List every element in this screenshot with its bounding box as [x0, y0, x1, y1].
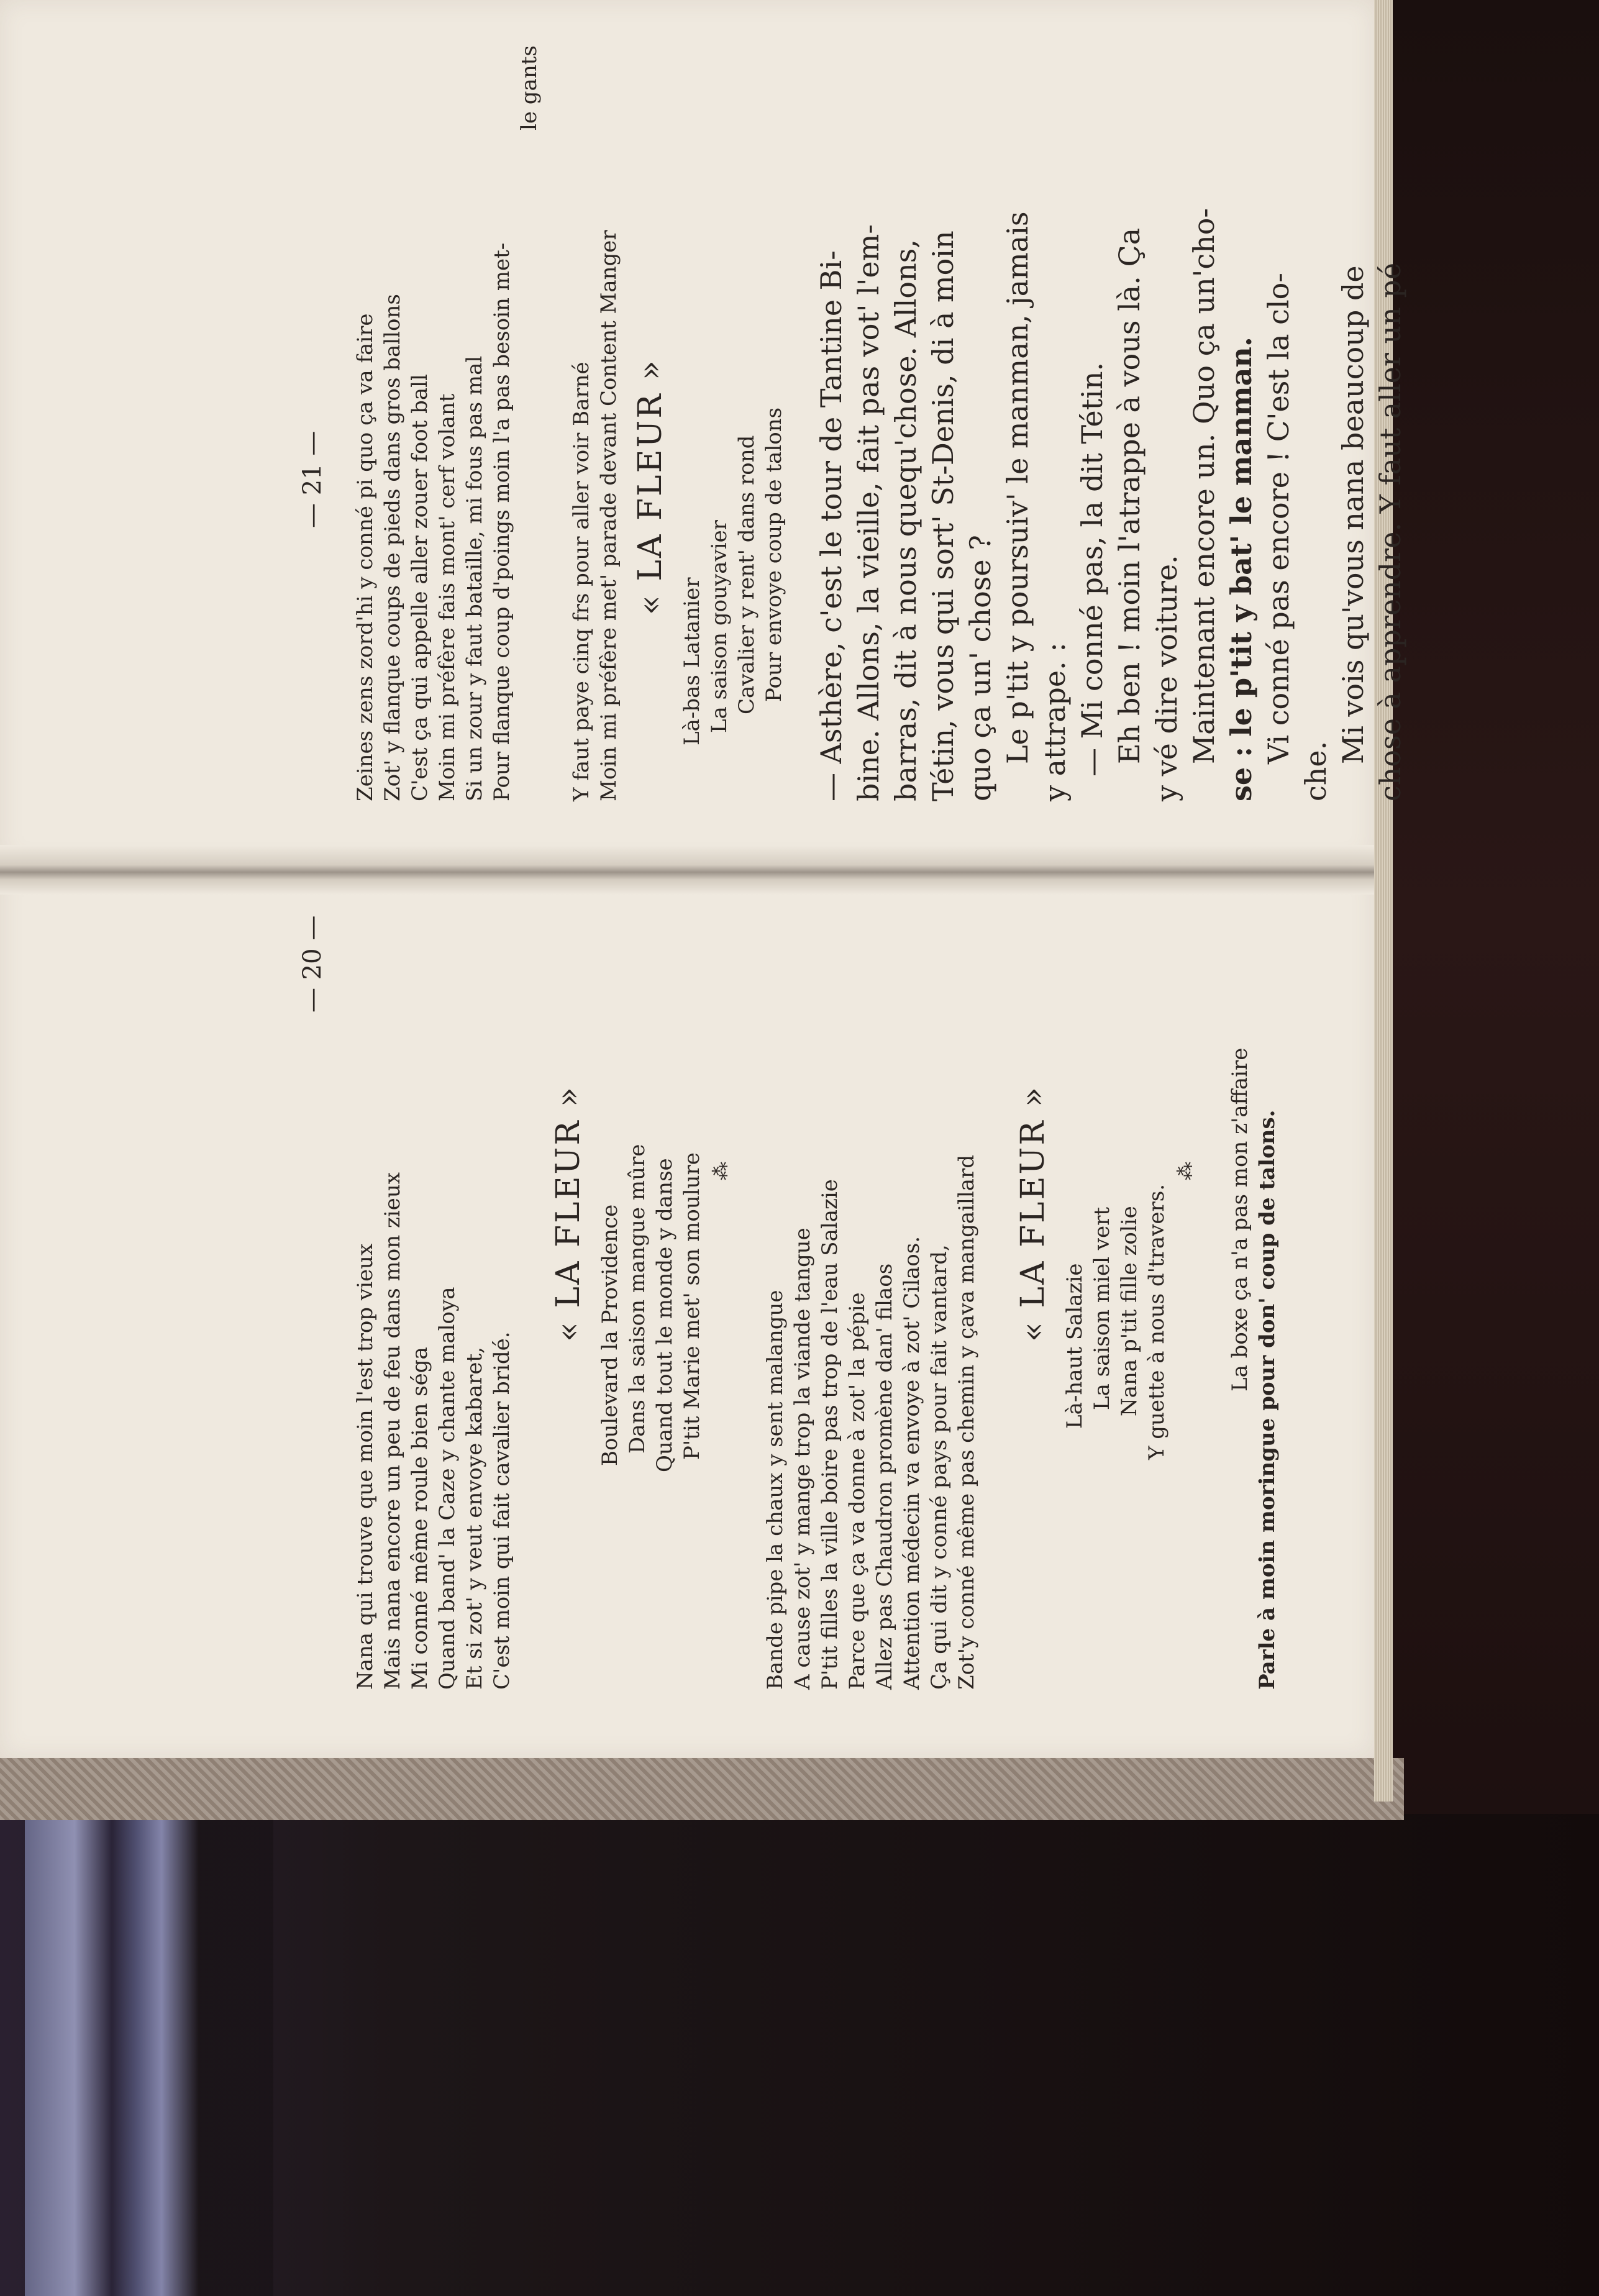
prose-line: Le p'tit y poursuiv' le manman, jamais	[1001, 211, 1034, 764]
page-21-text	[298, 0, 1409, 801]
prose-line: — Mi conné pas, la dit Tétin.	[1075, 362, 1109, 777]
prose-line: barras, dit à nous quequ'chose. Allons,	[889, 239, 922, 801]
prose-line: Tétin, vous qui sort' St-Denis, di à moin	[926, 230, 960, 801]
section-heading: « LA FLEUR »	[632, 358, 669, 615]
verse-line: Nana p'tit fille zolie	[1117, 1206, 1142, 1416]
verse-line: Boulevard la Providence	[598, 1204, 622, 1466]
text-line: le gants	[517, 45, 542, 130]
prose-line: — Asthère, c'est le tour de Tantine Bi-	[814, 250, 848, 801]
text-line: Mi conné même roule bien séga	[408, 1347, 432, 1690]
verse-line: Là-bas Latanier	[680, 577, 704, 745]
text-line: Nana qui trouve que moin l'est trop vieux	[353, 1243, 378, 1690]
book-gutter	[0, 845, 1374, 895]
book-cover-edge	[0, 1758, 1404, 1820]
text-line: Et si zot' y veut envoye kabaret,	[462, 1347, 487, 1690]
page-20-text	[298, 916, 1281, 1690]
prose-line: Eh ben ! moin l'atrappe à vous là. Ça	[1113, 227, 1146, 764]
ornament: ⁂	[1175, 1162, 1196, 1180]
prose-line: Mi vois qu'vous nana beaucoup de	[1336, 265, 1370, 764]
text-line: Y faut paye cinq frs pour aller voir Barné	[569, 362, 594, 801]
text-line: Mais nana encore un peu de feu dans mon zieux	[380, 1172, 405, 1690]
text-line: P'tit filles la ville boire pas trop de l'eau Salazie	[818, 1179, 842, 1690]
prose-line: Vi conné pas encore ! C'est la clo-	[1262, 273, 1295, 764]
prose-line: bine. Allons, la vieille, fait pas vot' l'em-	[852, 224, 885, 801]
prose-line: Maintenant encore un. Quo ça un'cho-	[1187, 208, 1221, 764]
text-line: Zeines zens zord'hi y conné pi quo ça va faire	[353, 313, 378, 801]
verse-line: Cavalier y rent' dans rond	[734, 435, 759, 714]
section-heading: « LA FLEUR »	[550, 1085, 587, 1342]
prose-line: che.	[1299, 740, 1332, 801]
text-line: C'est moin qui fait cavalier bridé.	[490, 1331, 514, 1690]
prose-line: y vé dire voiture.	[1150, 555, 1183, 801]
text-line: Allez pas Chaudron promène dan' filaos	[872, 1263, 897, 1690]
closing-line: Parle à moin moringue pour don' coup de talons.	[1255, 1109, 1280, 1690]
prose-line: se : le p'tit y bat' le manman.	[1224, 337, 1258, 801]
closing-line: La boxe ça n'a pas mon z'affaire	[1228, 1047, 1252, 1392]
text-line: Zot'y conné même pas chemin y çava mangaillard	[954, 1154, 979, 1690]
verse-line: P'tit Marie met' son moulure	[680, 1152, 704, 1460]
text-line: Si un zour y faut bataille, mi fous pas mal	[462, 355, 487, 801]
section-heading: « LA FLEUR »	[1014, 1085, 1052, 1342]
text-line: Ça qui dit y conné pays pour fait vantard,	[927, 1244, 952, 1690]
verse-line: Pour envoye coup de talons	[762, 407, 786, 702]
text-line: Attention médecin va envoye à zot' Cilaos.	[900, 1236, 924, 1690]
text-line: Moin mi préfère met' parade devant Content Manger	[596, 230, 621, 801]
prose-line: quo ça un' chose ?	[964, 535, 997, 801]
prose-line: chose à apprendre. Y faut aller un pé	[1374, 262, 1407, 801]
ornament: ⁂	[710, 1162, 732, 1180]
window-reflection	[25, 1820, 273, 2296]
prose-block	[813, 0, 1409, 801]
verse-line: Quand tout le monde y danse	[652, 1158, 677, 1472]
verse-line: Y guette à nous d'travers.	[1144, 1183, 1169, 1460]
page-number: — 20 —	[298, 915, 327, 1013]
text-line: Zot' y flanque coups de pieds dans gros ballons	[380, 294, 405, 801]
verse-line: Dans la saison mangue mûre	[625, 1144, 650, 1454]
verse-line: Là-haut Salazie	[1062, 1263, 1087, 1429]
text-line: C'est ça qui appelle aller zouer foot ball	[408, 374, 432, 801]
verse-line: La saison gouyavier	[707, 520, 732, 733]
text-line: Parce que ça va donne à zot' la pépie	[845, 1292, 870, 1690]
text-line: Bande pipe la chaux y sent malangue	[763, 1290, 788, 1690]
text-line: A cause zot' y mange trop la viande tangue	[790, 1228, 815, 1690]
page-number: — 21 —	[298, 430, 327, 528]
text-line: Moin mi préfère fais mont' cerf volant	[435, 393, 460, 801]
verse-line: La saison miel vert	[1090, 1206, 1114, 1410]
prose-line: y attrape. :	[1038, 642, 1072, 801]
text-line: Pour flanque coup d'poings moin l'a pas besoin met-	[490, 242, 514, 801]
text-line: Quand band' la Caze y chante maloya	[435, 1287, 460, 1690]
